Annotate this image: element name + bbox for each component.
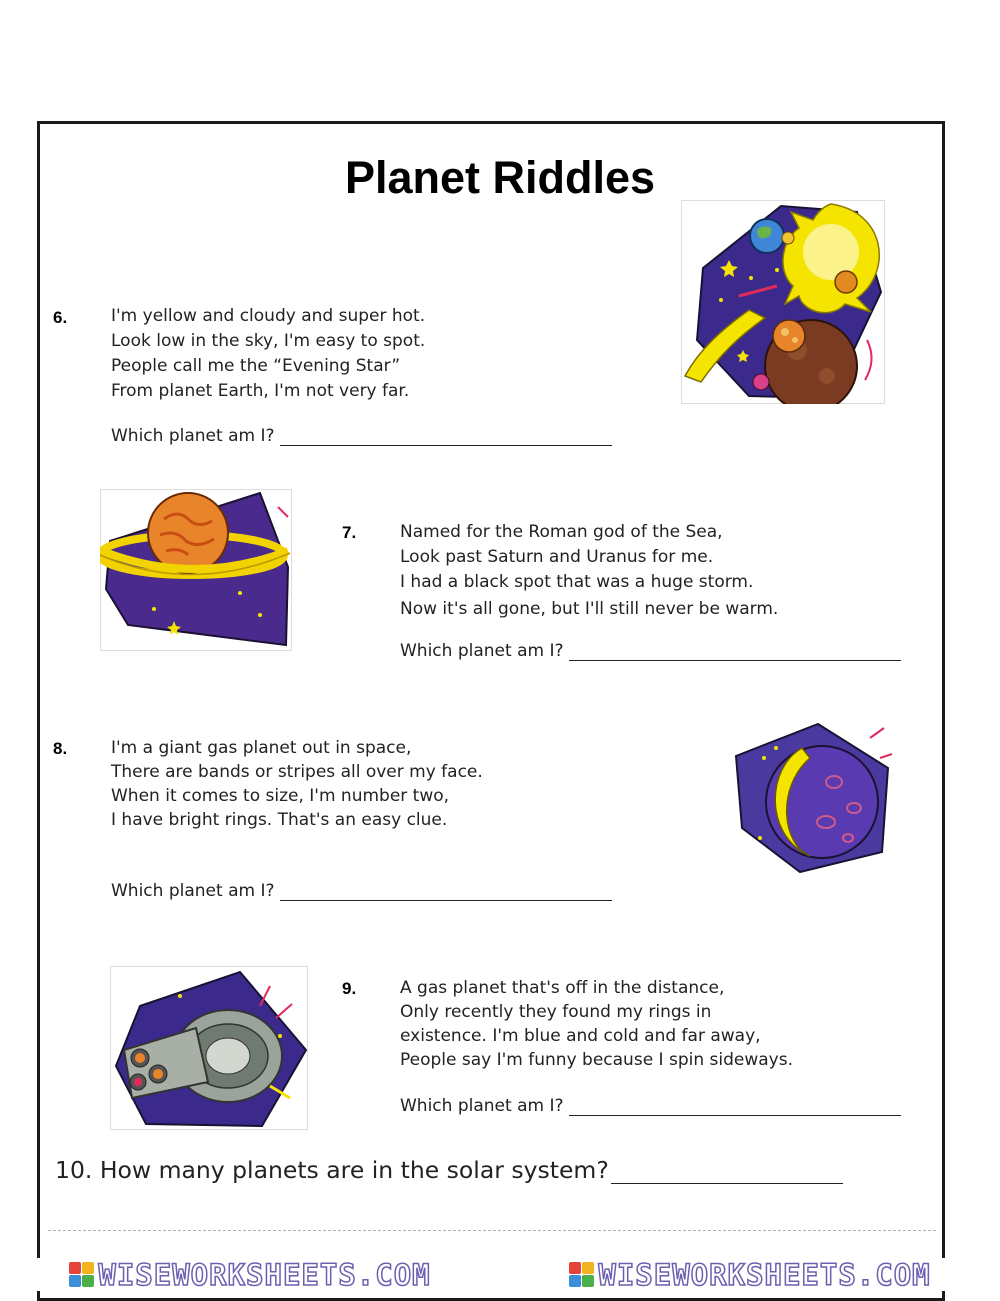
riddle-6-line: From planet Earth, I'm not very far.: [111, 381, 410, 401]
spaceship-clipart: [110, 966, 308, 1130]
riddle-9-question: [400, 1096, 901, 1116]
watermark-brand: [69, 1257, 431, 1292]
page-title: Planet Riddles: [344, 152, 656, 203]
wiseworksheets-logo-icon: [69, 1262, 94, 1287]
riddle-6-number: 6.: [53, 308, 68, 327]
riddle-8-line: When it comes to size, I'm number two,: [111, 786, 450, 806]
riddle-8-question-label: Which planet am I?: [111, 881, 275, 901]
question-10-label: 10. How many planets are in the solar system?: [55, 1156, 609, 1184]
riddle-9-line: existence. I'm blue and cold and far away,: [400, 1026, 761, 1046]
riddle-8-number: 8.: [53, 739, 68, 758]
riddle-7-answer-line[interactable]: [569, 642, 901, 661]
riddle-9-verse: [400, 976, 793, 1072]
riddle-7-line: Named for the Roman god of the Sea,: [400, 522, 723, 542]
riddle-9-answer-line[interactable]: [569, 1097, 901, 1116]
riddle-6-line: People call me the “Evening Star”: [111, 356, 401, 376]
riddle-7-line: I had a black spot that was a huge storm.: [400, 572, 754, 592]
riddle-7-number: 7.: [342, 523, 357, 542]
riddle-8-line: There are bands or stripes all over my face.: [111, 762, 483, 782]
riddle-8-question: [111, 881, 612, 901]
riddle-7-verse: [400, 520, 778, 622]
riddle-9-line: A gas planet that's off in the distance,: [400, 978, 725, 998]
riddle-7-question-label: Which planet am I?: [400, 641, 564, 661]
riddle-6-verse: [111, 304, 425, 404]
riddle-7-line: Look past Saturn and Uranus for me.: [400, 547, 714, 567]
riddle-6-question-label: Which planet am I?: [111, 426, 275, 446]
riddle-8-verse: [111, 736, 483, 832]
riddle-6-line: Look low in the sky, I'm easy to spot.: [111, 331, 426, 351]
riddle-8-line: I have bright rings. That's an easy clue.: [111, 810, 448, 830]
footer-watermark: [0, 1258, 1000, 1291]
watermark-text: WISEWORKSHEETS.COM: [598, 1257, 931, 1292]
question-10: [55, 1156, 843, 1184]
riddle-7-line: Now it's all gone, but I'll still never be warm.: [400, 599, 779, 619]
riddle-6-question: [111, 426, 612, 446]
ringed-planet-clipart: [100, 489, 292, 651]
watermark-text: WISEWORKSHEETS.COM: [98, 1257, 431, 1292]
riddle-7-question: [400, 641, 901, 661]
riddle-8-answer-line[interactable]: [280, 882, 612, 901]
riddle-9-number: 9.: [342, 979, 357, 998]
crescent-planet-clipart: [730, 718, 894, 878]
wiseworksheets-logo-icon: [569, 1262, 594, 1287]
riddle-9-question-label: Which planet am I?: [400, 1096, 564, 1116]
sun-planets-clipart: [681, 200, 885, 404]
riddle-9-line: People say I'm funny because I spin sideways.: [400, 1050, 793, 1070]
riddle-6-line: I'm yellow and cloudy and super hot.: [111, 306, 426, 326]
cut-line-divider: [48, 1230, 936, 1231]
watermark-brand: [569, 1257, 931, 1292]
riddle-9-line: Only recently they found my rings in: [400, 1002, 712, 1022]
question-10-answer-line[interactable]: [611, 1159, 843, 1184]
riddle-6-answer-line[interactable]: [280, 427, 612, 446]
riddle-8-line: I'm a giant gas planet out in space,: [111, 738, 412, 758]
